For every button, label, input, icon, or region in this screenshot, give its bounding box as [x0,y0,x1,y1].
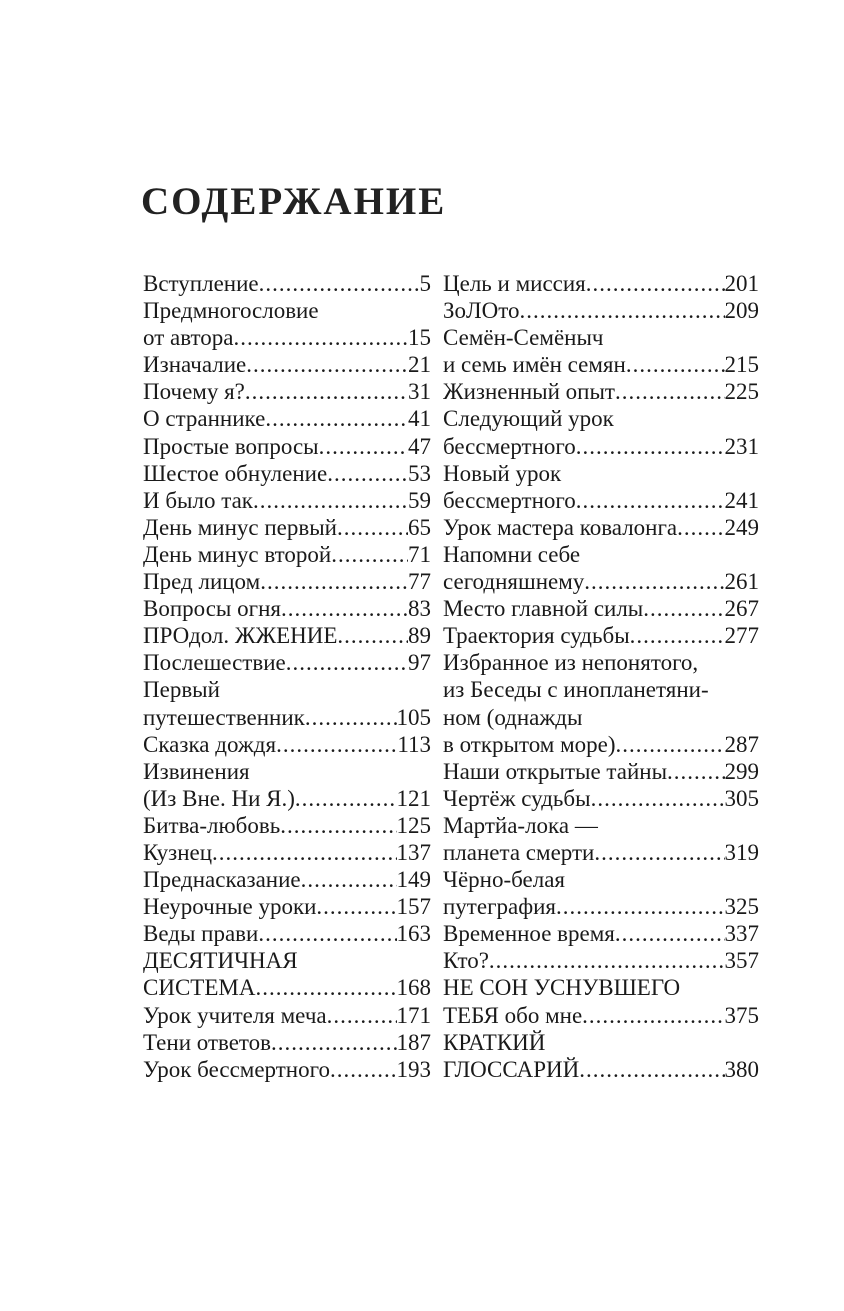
toc-entry[interactable] [443,920,759,947]
dot-leader [255,974,396,1001]
dot-leader [594,839,724,866]
toc-entry[interactable] [143,378,431,405]
dot-leader [586,270,725,297]
toc-entry-title: Шестое обнуление [143,460,328,486]
toc-entry-title: Неурочные уроки [143,894,317,920]
toc-entry[interactable] [143,893,431,920]
toc-entry-title: бессмертного [443,433,576,459]
toc-entry-page-number: 215 [724,352,759,378]
page-title: содержание [141,164,447,227]
toc-entry-title-line: Мартйа-лока — [443,812,598,838]
dot-leader [582,1002,724,1029]
toc-entry-last-line [443,1056,759,1083]
toc-entry-last-line [443,758,759,785]
toc-entry-last-line [143,487,431,514]
dot-leader [233,324,408,351]
toc-entry-last-line [143,270,431,297]
toc-entry-page-number: 249 [724,514,759,540]
toc-entry-page-number: 105 [396,704,431,730]
dot-leader [276,731,397,758]
toc-entry[interactable] [143,460,431,487]
toc-entry-last-line [143,351,431,378]
toc-column-left [143,270,431,1083]
toc-entry-page-number: 261 [724,569,759,595]
dot-leader [643,595,724,622]
toc-entry-title: Битва-любовь [143,812,281,838]
toc-entry-last-line [143,433,431,460]
toc-entry-title-line: Следующий урок [443,406,614,432]
toc-entry-last-line [143,324,431,351]
toc-entry-title: Преднасказание [143,867,301,893]
toc-entry-title-line: Новый урок [443,460,562,486]
toc-entry[interactable] [443,460,759,514]
toc-entry[interactable] [143,839,431,866]
dot-leader [245,378,408,405]
toc-entry-page-number: 163 [396,921,431,947]
dot-leader [576,433,725,460]
toc-entry[interactable] [143,920,431,947]
toc-entry-page-number: 47 [408,433,431,459]
toc-entry-last-line [143,1056,431,1083]
toc-entry-page-number: 41 [408,406,431,432]
toc-entry-page-number: 209 [724,298,759,324]
toc-entry-title: от автора [143,325,234,351]
toc-entry-last-line [443,947,759,974]
toc-entry-title: ПРОдол. ЖЖЕНИЕ [143,623,338,649]
toc-entry-title-line: из Беседы с инопланетяни- [443,677,709,703]
toc-entry-title: Место главной силы [443,596,644,622]
toc-entry-title: СИСТЕМА [143,975,256,1001]
toc-entry[interactable] [143,731,431,758]
toc-entry[interactable] [143,433,431,460]
toc-entry-title: Вступление [143,271,259,296]
toc-entry-last-line [443,297,759,324]
toc-entry-last-line [143,622,431,649]
toc-entry-title: Веды прави [143,921,259,947]
toc-entry-title: Урок учителя меча [143,1002,327,1028]
toc-entry[interactable] [143,1056,431,1083]
toc-entry-page-number: 380 [724,1056,759,1082]
toc-entry-last-line [143,405,431,432]
toc-entry[interactable] [443,785,759,812]
dot-leader [246,351,408,378]
dot-leader [280,812,396,839]
toc-entry-last-line [143,704,431,731]
toc-entry-title: Почему я? [143,379,245,405]
toc-entry-last-line [143,568,431,595]
toc-entry[interactable] [443,270,759,297]
toc-entry-title-line: ном (однажды [443,704,583,730]
dot-leader [584,568,724,595]
toc-entry-last-line [143,920,431,947]
dot-leader [576,487,725,514]
toc-entry-title: День минус второй [143,541,332,567]
toc-entry-page-number: 231 [724,433,759,459]
toc-entry-last-line [143,378,431,405]
toc-entry-last-line [143,866,431,893]
toc-entry-last-line [143,893,431,920]
toc-entry-last-line [143,812,431,839]
toc-entry-last-line [443,893,759,920]
toc-entry-title: (Из Вне. Ни Я.) [143,785,295,811]
toc-entry-last-line [443,785,759,812]
toc-entry[interactable] [143,595,431,622]
dot-leader [319,433,408,460]
toc-entry-page-number: 337 [724,921,759,947]
toc-entry[interactable] [143,514,431,541]
toc-entry-last-line [143,595,431,622]
toc-entry-page-number: 65 [408,514,431,540]
toc-entry-title: Пред лицом [143,569,261,595]
toc-entry-title: Цель и миссия [443,271,586,296]
dot-leader [271,1029,396,1056]
toc-entry[interactable] [143,676,431,730]
toc-entry[interactable] [143,541,431,568]
toc-entry[interactable] [443,378,759,405]
dot-leader [519,297,724,324]
toc-entry-last-line [143,1002,431,1029]
dot-leader [212,839,396,866]
toc-entry-last-line [143,974,431,1001]
toc-entry-title: ЗоЛОто [443,298,520,324]
toc-entry-page-number: 225 [724,379,759,405]
toc-entry-title: в открытом море) [443,731,616,757]
toc-entry-page-number: 149 [396,867,431,893]
toc-entry-title: сегодняшнему [443,569,585,595]
toc-entry-title-line: Семён-Семёныч [443,325,604,351]
toc-entry[interactable] [443,541,759,595]
toc-entry[interactable] [443,514,759,541]
toc-entry-page-number: 325 [724,894,759,920]
toc-entry-page-number: 375 [724,1002,759,1028]
toc-entry-title: Кузнец [143,839,213,865]
toc-entry-title: Послешествие [143,650,286,676]
toc-entry[interactable] [443,595,759,622]
toc-entry[interactable] [143,1029,431,1056]
toc-column-right [443,270,759,1083]
dot-leader [556,893,724,920]
toc-entry[interactable] [443,405,759,459]
toc-entry-page-number: 71 [408,541,431,567]
toc-entry-last-line [143,785,431,812]
toc-entry[interactable] [443,649,759,757]
dot-leader [295,785,397,812]
toc-entry-page-number: 59 [408,487,431,513]
toc-entry-title: Изначалие [143,352,247,378]
toc-entry-last-line [443,622,759,649]
toc-entry-last-line [443,920,759,947]
toc-entry-title: Простые вопросы [143,433,319,459]
toc-entry-last-line [443,595,759,622]
toc-entry-title: Временное время [443,921,615,947]
dot-leader [286,649,408,676]
toc-entry-last-line [143,839,431,866]
toc-entry-page-number: 287 [724,731,759,757]
toc-entry-page-number: 171 [396,1002,431,1028]
toc-entry-last-line [443,839,759,866]
toc-entry[interactable] [143,1002,431,1029]
toc-entry-title: Жизненный опыт [443,379,615,405]
toc-entry-page-number: 168 [396,975,431,1001]
dot-leader [281,595,408,622]
dot-leader [667,758,724,785]
toc-entry-page-number: 305 [724,785,759,811]
dot-leader [489,947,725,974]
toc-entry-title-line: Извинения [143,758,250,784]
dot-leader [253,487,408,514]
toc-entry-page-number: 77 [408,569,431,595]
toc-entry[interactable] [143,758,431,812]
dot-leader [677,514,724,541]
toc-entry-title: Наши открытые тайны [443,758,668,784]
toc-entry-title-line: Избранное из непонятого, [443,650,699,676]
dot-leader [615,920,725,947]
dot-leader [579,1056,724,1083]
dot-leader [337,622,408,649]
dot-leader [626,351,725,378]
toc-entry-title: путешественник [143,704,305,730]
toc-entry[interactable] [443,622,759,649]
toc-entry-last-line [143,1029,431,1056]
toc-entry[interactable] [143,568,431,595]
toc-entry[interactable] [143,405,431,432]
toc-entry-title-line: ДЕСЯТИЧНАЯ [143,948,298,974]
toc-entry-title: планета смерти [443,839,595,865]
toc-entry-page-number: 97 [408,650,431,676]
toc-entry[interactable] [443,1029,759,1083]
toc-entry[interactable] [143,812,431,839]
toc-entry-title: бессмертного [443,487,576,513]
toc-entry-page-number: 299 [724,758,759,784]
toc-entry-title-line: Предмногословие [143,298,319,324]
toc-entry-title-line: Напомни себе [443,541,581,567]
toc-entry-last-line [443,514,759,541]
toc-entry-title-line: НЕ СОН УСНУВШЕГО [443,975,681,1001]
toc-entry-title: и семь имён семян [443,352,626,378]
toc-entry-title: Вопросы огня [143,596,281,622]
toc-entry-title: Кто? [443,948,489,974]
toc-entry-page-number: 5 [419,271,431,296]
toc-entry-last-line [143,460,431,487]
toc-entry-title: День минус первый [143,514,337,540]
toc-entry-title-line: Первый [143,677,220,703]
toc-entry[interactable] [143,351,431,378]
dot-leader [591,785,725,812]
toc-entry[interactable] [143,866,431,893]
toc-entry[interactable] [143,622,431,649]
dot-leader [331,541,408,568]
toc-entry-title: Траектория судьбы [443,623,630,649]
toc-entry-page-number: 187 [396,1029,431,1055]
toc-entry-page-number: 319 [724,839,759,865]
toc-entry-last-line [443,731,759,758]
toc-entry-last-line [443,568,759,595]
toc-entry[interactable] [143,270,431,297]
toc-entry-title: Сказка дождя [143,731,277,757]
toc-entry-title-line: КРАТКИЙ [443,1029,546,1055]
toc-entry-last-line [443,1002,759,1029]
toc-entry-last-line [443,351,759,378]
toc-entry[interactable] [443,297,759,324]
dot-leader [616,731,725,758]
toc-entry[interactable] [443,324,759,378]
toc-entry-page-number: 113 [397,731,431,757]
dot-leader [615,378,725,405]
toc-entry[interactable] [143,947,431,1001]
dot-leader [305,704,397,731]
dot-leader [327,1002,397,1029]
toc-entry[interactable] [443,758,759,785]
toc-entry-title: ТЕБЯ обо мне [443,1002,583,1028]
toc-entry[interactable] [143,649,431,676]
toc-entry[interactable] [143,487,431,514]
toc-entry-page-number: 15 [408,325,431,351]
toc-entry-page-number: 125 [396,812,431,838]
toc-entry-last-line [143,731,431,758]
toc-entry-title: ГЛОССАРИЙ [443,1056,580,1082]
dot-leader [327,460,408,487]
toc-entry-page-number: 137 [396,839,431,865]
toc-entry-page-number: 21 [408,352,431,378]
toc-entry-last-line [143,541,431,568]
toc-entry-title-line: Чёрно-белая [443,867,565,893]
toc-entry-page-number: 121 [396,785,431,811]
toc-entry-title: путеграфия [443,894,557,920]
toc-entry-last-line [143,514,431,541]
toc-entry[interactable] [143,297,431,351]
dot-leader [260,568,408,595]
dot-leader [316,893,396,920]
toc-entry-page-number: 201 [724,271,759,296]
toc-entry-page-number: 31 [408,379,431,405]
toc-entry[interactable] [443,974,759,1028]
toc-entry-last-line [143,649,431,676]
dot-leader [258,920,396,947]
dot-leader [265,405,408,432]
toc-entry-last-line [443,378,759,405]
toc-entry[interactable] [443,947,759,974]
toc-entry-page-number: 241 [724,487,759,513]
dot-leader [259,270,420,297]
dot-leader [630,622,725,649]
toc-entry-page-number: 267 [724,596,759,622]
toc-entry-title: Тени ответов [143,1029,272,1055]
toc-entry-page-number: 277 [724,623,759,649]
dot-leader [330,1056,397,1083]
toc-entry-last-line [443,487,759,514]
toc-entry-title: Урок мастера ковалонга [443,514,678,540]
toc-entry-last-line [443,270,759,297]
toc-entry-page-number: 357 [724,948,759,974]
toc-entry-page-number: 157 [396,894,431,920]
toc-entry[interactable] [443,812,759,866]
toc-entry-last-line [443,433,759,460]
toc-entry-page-number: 193 [396,1056,431,1082]
toc-entry-page-number: 89 [408,623,431,649]
dot-leader [337,514,408,541]
toc-entry-title: И было так [143,487,253,513]
toc-entry-title: Урок бессмертного [143,1056,330,1082]
toc-entry[interactable] [443,866,759,920]
toc-entry-page-number: 53 [408,460,431,486]
toc-entry-page-number: 83 [408,596,431,622]
toc-entry-title: Чертёж судьбы [443,785,591,811]
dot-leader [301,866,397,893]
toc-entry-title: О страннике [143,406,266,432]
